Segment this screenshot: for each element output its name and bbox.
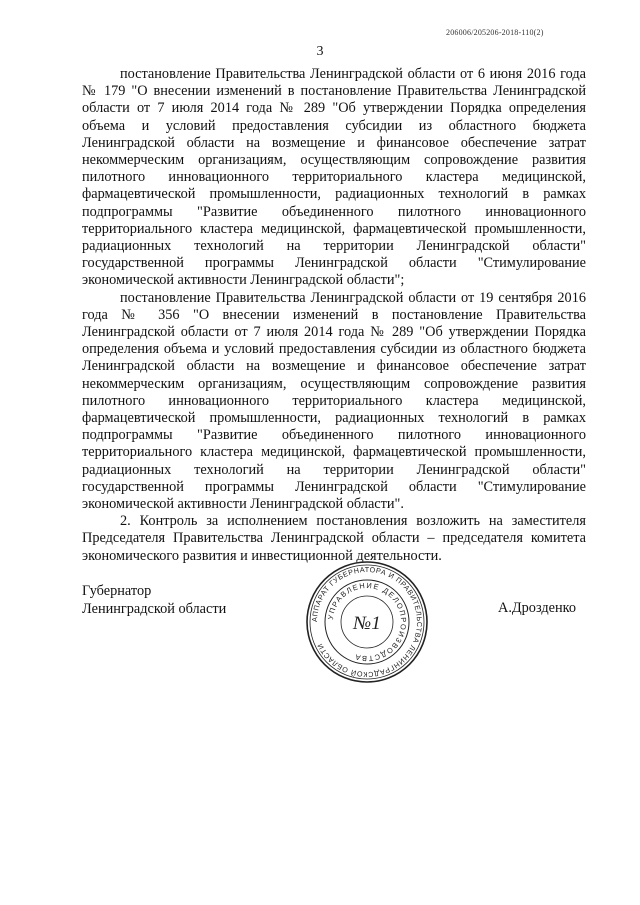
- signatory-title-line2: Ленинградской области: [82, 601, 227, 617]
- signatory-title-line1: Губернатор: [82, 583, 152, 599]
- stamp-outer-text: АППАРАТ ГУБЕРНАТОРА И ПРАВИТЕЛЬСТВА ЛЕНИНГРАДСКОЙ ОБЛАСТИ: [309, 564, 425, 680]
- paragraph-resolution-179: постановление Правительства Ленинградской области от 6 июня 2016 года № 179 "О внесении изменений в постановление Правительства Ленинградской области от 7 июля 2014 года № 289 "Об утверждении Порядка определения объема и условий предоставления субсидии из областного бюджета Ленинградской области на возмещение и финансовое обеспечение затрат некоммерческим организациям, осуществляющим сопровождение развития пилотного инновационного территориального кластера медицинской, фармацевтической промышленности, радиационных технологий в рамках подпрограммы "Развитие объединенного пилотного инновационного территориального кластера медицинской, фармацевтической промышленности, радиационных технологий на территории Ленинградской области" государственной программы Ленинградской области "Стимулирование экономической активности Ленинградской области";: [82, 66, 586, 289]
- office-stamp: [304, 559, 430, 685]
- signatory-title: [82, 582, 226, 618]
- stamp-number: №1: [353, 613, 381, 634]
- signatory-name: А.Дрозденко: [498, 600, 576, 616]
- document-number: 206006/205206-2018-110(2): [446, 28, 544, 37]
- stamp-graphic: [304, 559, 430, 685]
- stamp-inner-text: УПРАВЛЕНИЕ ДЕЛОПРОИЗВОДСТВА: [325, 580, 409, 664]
- document-body: [82, 66, 586, 565]
- page-number: 3: [316, 44, 324, 59]
- paragraph-control-clause: 2. Контроль за исполнением постановления возложить на заместителя Председателя Правительства Ленинградской области – председателя комитета экономического развития и инвестиционной деятельности.: [82, 513, 586, 564]
- paragraph-resolution-356: постановление Правительства Ленинградской области от 19 сентября 2016 года № 356 "О внесении изменений в постановление Правительства Ленинградской области от 7 июля 2014 года № 289 "Об утверждении Порядка определения объема и условий предоставления субсидии из областного бюджета Ленинградской области на возмещение и финансовое обеспечение затрат некоммерческим организациям, осуществляющим сопровождение развития пилотного инновационного территориального кластера медицинской, фармацевтической промышленности, радиационных технологий в рамках подпрограммы "Развитие объединенного пилотного инновационного территориального кластера медицинской, фармацевтической промышленности, радиационных технологий на территории Ленинградской области" государственной программы Ленинградской области "Стимулирование экономической активности Ленинградской области".: [82, 289, 586, 513]
